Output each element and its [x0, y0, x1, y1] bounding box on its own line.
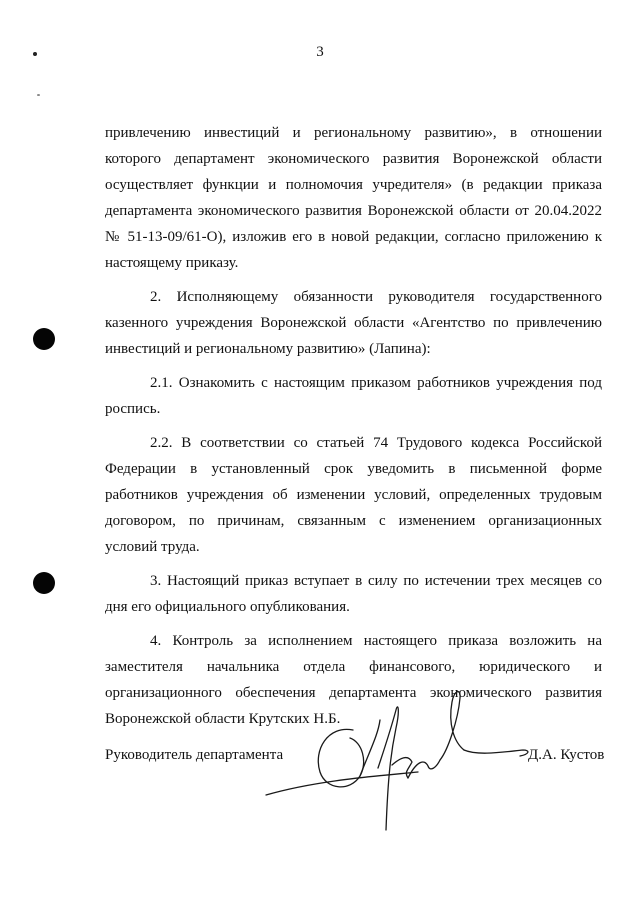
binder-hole-mark — [33, 572, 55, 594]
signer-name: Д.А. Кустов — [528, 747, 605, 763]
document-body — [105, 120, 602, 740]
paragraph-item-2-2: 2.2. В соответствии со статьей 74 Трудового кодекса Российской Федерации в установленный срок уведомить в письменной форме работников учреждения об изменении условий, определенных трудовым договором, по причинам, связанным с изменением организационных условий труда. — [105, 435, 602, 555]
paragraph-item-2-1: 2.1. Ознакомить с настоящим приказом работников учреждения под роспись. — [105, 375, 602, 417]
binder-hole-mark — [33, 328, 55, 350]
page-number: 3 — [316, 44, 324, 60]
handwritten-signature — [258, 680, 538, 845]
paragraph-item-3: 3. Настоящий приказ вступает в силу по истечении трех месяцев со дня его официального опубликования. — [105, 573, 602, 615]
paragraph-item-2: 2. Исполняющему обязанности руководителя государственного казенного учреждения Воронежской области «Агентство по привлечению инвестиций и региональному развитию» (Лапина): — [105, 289, 602, 357]
scan-speck — [37, 94, 40, 96]
paragraph-item-4: 4. Контроль за исполнением настоящего приказа возложить на заместителя начальника отдела финансового, юридического и организационного обеспечения департамента экономического развития Воронежской области Крутских Н.Б. — [105, 633, 602, 727]
signer-title: Руководитель департамента — [105, 747, 284, 763]
scan-speck — [33, 52, 37, 56]
paragraph-continued: привлечению инвестиций и региональному развитию», в отношении которого департамент экономического развития Воронежской области осуществляет функции и полномочия учредителя» (в редакции приказа департамента экономического развития Воронежской области от 20.04.2022 № 51-13-09/61-О), изложив его в новой редакции, согласно приложению к настоящему приказу. — [105, 125, 602, 271]
